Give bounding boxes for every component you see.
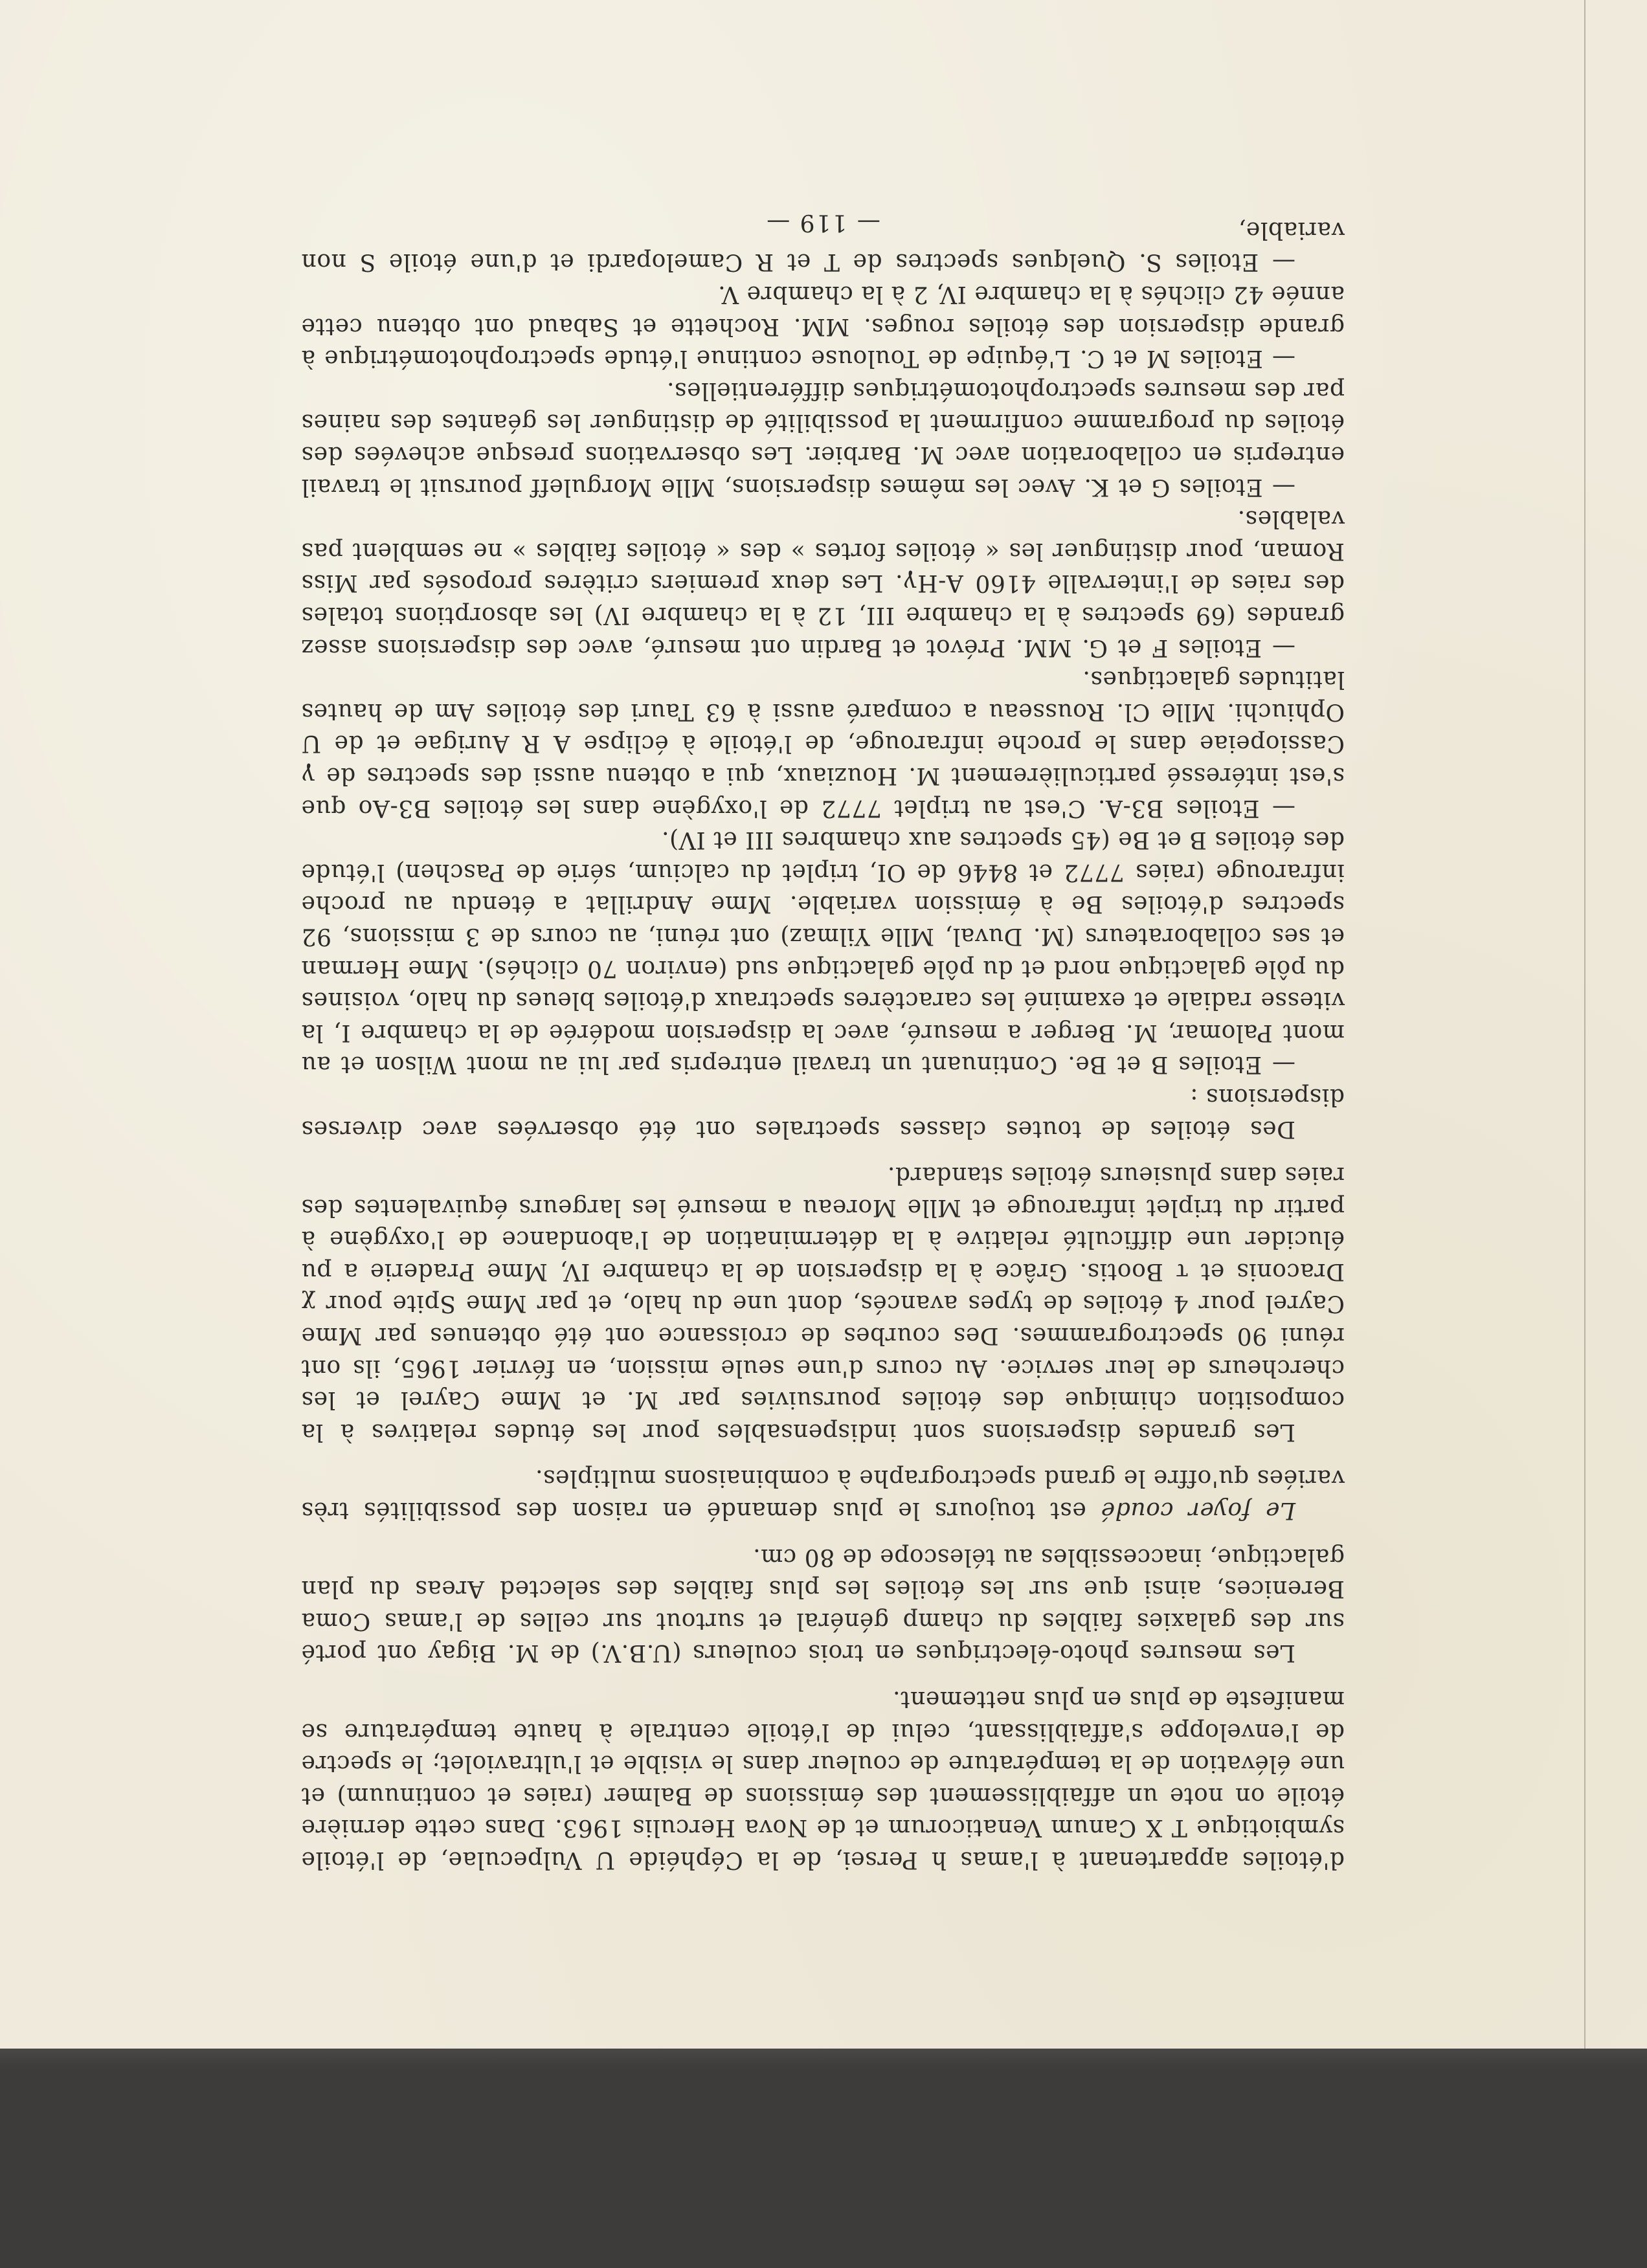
paragraph: Les mesures photo-électriques en trois couleurs (U.B.V.) de M. Bigay ont porté sur des galaxies faibles du champ général et surtout sur celles de l'amas Coma Berenices, ainsi que sur les étoiles les plus faibles des selected Areas du plan galactique, inaccessibles au télescope de 80 cm. bbox=[301, 1543, 1345, 1667]
text-block-rotated bbox=[301, 206, 1345, 1876]
page-number: — 119 — bbox=[765, 208, 880, 236]
italic-lead: Le foyer coudé bbox=[1101, 1497, 1295, 1524]
paragraph: — Etoiles M et C. L'équipe de Toulouse continue l'étude spectrophotométrique à grande dispersion des étoiles rouges. MM. Rochette et Sabaud ont obtenu cette année 42 clichés à la chambre IV, 2 à la chambre V. bbox=[301, 281, 1345, 372]
paragraph: — Etoiles G et K. Avec les mêmes dispersions, Mlle Morguleff poursuit le travail entrepris en collaboration avec M. Barbier. Les observations presque achevées des étoiles du programme confirment la possibilité de distinguer les géantes des naines par des mesures spectrophotométriques différentielles. bbox=[301, 377, 1345, 500]
paragraph: — Etoiles S. Quelques spectres de T et R Camelopardi et d'une étoile S non variable, bbox=[301, 216, 1345, 276]
paragraph: — Etoiles B3-A. C'est au triplet 7772 de l'oxygène dans les étoiles B3-Ao que s'est intéressé particulièrement M. Houziaux, qui a obtenu aussi des spectres de γ Cassiopeiae dans le proche infrarouge, de l'étoile à éclipse A R Aurigae et de U Ophiuchi. Mlle Cl. Rousseau a comparé aussi à 63 Tauri des étoiles Am de hautes latitudes galactiques. bbox=[301, 666, 1345, 821]
paragraph-text: est toujours le plus demandé en raison des possibilités très variées qu'offre le grand spectrographe à combinaisons multiples. bbox=[300, 1465, 1345, 1524]
paragraph: — Etoiles B et Be. Continuant un travail entrepris par lui au mont Wilson et au mont Palomar, M. Berger a mesuré, avec la dispersion modérée de la chambre I, la vitesse radiale et examiné les caractères spectraux d'étoiles bleues du halo, voisines du pôle galactique nord et du pôle galactique sud (environ 70 clichés). Mme Herman et ses collaborateurs (M. Duval, Mlle Yilmaz) ont réuni, au cours de 3 missions, 92 spectres d'étoiles Be à émission variable. Mme Andrillat a étendu au proche infrarouge (raies 7772 et 8446 de OI, triplet du calcium, série de Paschen) l'étude des étoiles B et Be (45 spectres aux chambres III et IV). bbox=[301, 827, 1345, 1078]
paragraph: — Etoiles F et G. MM. Prévot et Bardin ont mesuré, avec des dispersions assez grandes (69 spectres à la chambre III, 12 à la chambre IV) les absorptions totales des raies de l'intervalle 4160 A-Hγ. Les deux premiers critères proposés par Miss Roman, pour distinguer les « étoiles fortes » des « étoiles faibles » ne semblent pas valables. bbox=[301, 506, 1345, 661]
paragraph: Les grandes dispersions sont indispensables pour les études relatives à la composition chimique des étoiles poursuivies par M. et Mme Cayrel et les chercheurs de leur service. Au cours d'une seule mission, en février 1965, ils ont réuni 90 spectrogrammes. Des courbes de croissance ont été obtenues par Mme Cayrel pour 4 étoiles de types avancés, dont une du halo, et par Mme Spite pour χ Draconis et τ Bootis. Grâce à la dispersion de la chambre IV, Mme Praderie a pu élucider une difficulté relative à la détermination de l'abondance de l'oxygène à partir du triplet infrarouge et Mlle Moreau a mesuré les largeurs équivalentes des raies dans plusieurs étoiles standard. bbox=[301, 1162, 1345, 1445]
paragraph bbox=[301, 1462, 1345, 1526]
body-text bbox=[301, 214, 1345, 1876]
paragraph: d'étoiles appartenant à l'amas h Persei, de la Céphéide U Vulpeculae, de l'étoile symbiotique T X Canum Venaticorum et de Nova Herculis 1963. Dans cette dernière étoile on note un affaiblissement des émissions de Balmer (raies et continuum) et une élévation de la température de couleur dans le visible et l'ultraviolet; le spectre de l'enveloppe s'affaiblissant, celui de l'étoile centrale à haute température se manifeste de plus en plus nettement. bbox=[301, 1686, 1345, 1873]
scanner-background bbox=[0, 2049, 1647, 2268]
paragraph: Des étoiles de toutes classes spectrales ont été observées avec diverses dispersions : bbox=[301, 1083, 1345, 1142]
page-fold-line bbox=[1584, 0, 1585, 2049]
